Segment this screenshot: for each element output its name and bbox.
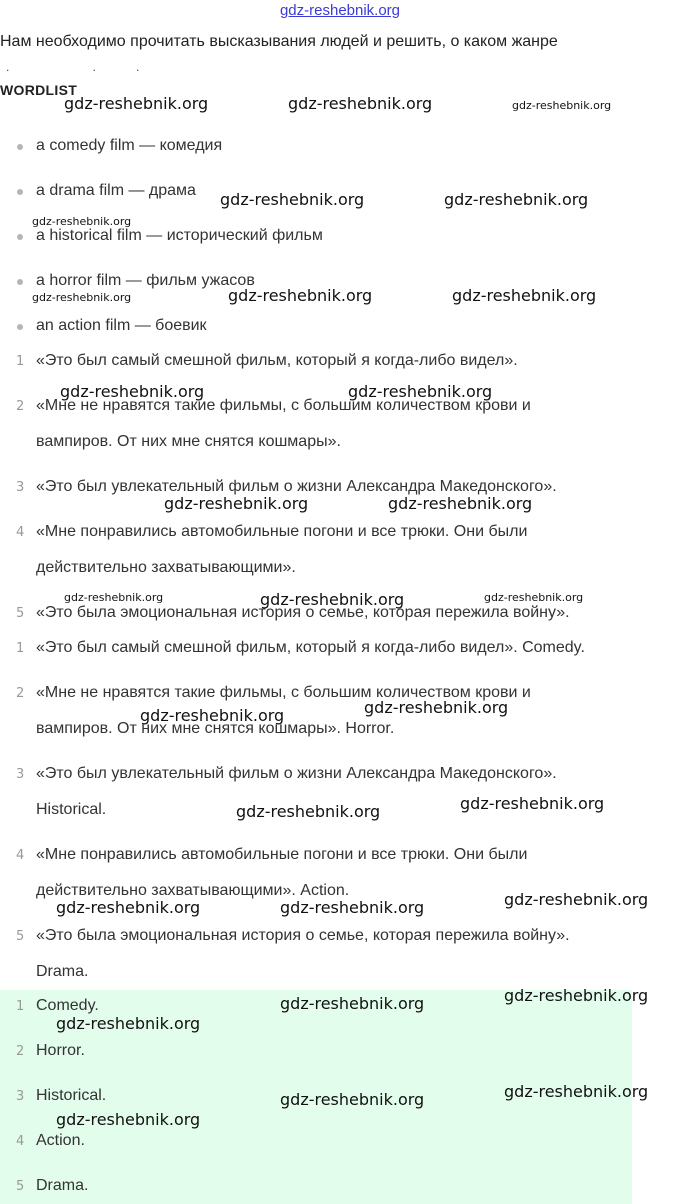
watermark: gdz-reshebnik.org (56, 1110, 201, 1129)
watermark: gdz-reshebnik.org (504, 1082, 649, 1101)
short-answer: Horror. (36, 1042, 85, 1059)
watermark: gdz-reshebnik.org (444, 190, 589, 209)
watermark: gdz-reshebnik.org (64, 591, 164, 604)
answer-number: 2 (16, 686, 25, 701)
short-answer: Action. (36, 1132, 85, 1149)
watermark: gdz-reshebnik.org (388, 494, 533, 513)
statement-line: действительно захватывающими». (36, 559, 296, 576)
watermark: gdz-reshebnik.org (228, 286, 373, 305)
bullet-icon (17, 279, 23, 285)
answer-number: 5 (16, 929, 25, 944)
short-answer: Historical. (36, 1087, 107, 1104)
answer-line: действительно захватывающими». Action. (36, 882, 350, 899)
statement-number: 3 (16, 480, 25, 495)
watermark: gdz-reshebnik.org (452, 286, 597, 305)
watermark: gdz-reshebnik.org (288, 94, 433, 113)
statement-line: «Это был увлекательный фильм о жизни Александра Македонского». (36, 478, 557, 495)
watermark: gdz-reshebnik.org (364, 698, 509, 717)
bullet-icon (17, 324, 23, 330)
answer-line: «Это была эмоциональная история о семье, которая пережила войну». (36, 927, 570, 944)
answer-number: 1 (16, 641, 25, 656)
statement-number: 5 (16, 606, 25, 621)
short-answer-number: 2 (16, 1044, 25, 1059)
wordlist-item: a historical film — исторический фильм (36, 227, 323, 244)
short-answer-number: 1 (16, 999, 25, 1014)
statement-number: 2 (16, 399, 25, 414)
wordlist-item: an action film — боевик (36, 317, 207, 334)
statement-line: вампиров. От них мне снятся кошмары». (36, 433, 341, 450)
answer-line: «Мне не нравятся такие фильмы, с большим количеством крови и (36, 684, 531, 701)
short-answer-number: 5 (16, 1179, 25, 1194)
answer-line: Drama. (36, 963, 89, 980)
answer-line: «Это был увлекательный фильм о жизни Александра Македонского». (36, 765, 557, 782)
watermark: gdz-reshebnik.org (236, 802, 381, 821)
watermark: gdz-reshebnik.org (280, 898, 425, 917)
intro-truncated-dots: . .. (6, 60, 180, 74)
answer-number: 3 (16, 767, 25, 782)
intro-text: Нам необходимо прочитать высказывания людей и решить, о каком жанре (0, 33, 558, 50)
statement-number: 4 (16, 525, 25, 540)
wordlist-item: a drama film — драма (36, 182, 196, 199)
watermark: gdz-reshebnik.org (164, 494, 309, 513)
watermark: gdz-reshebnik.org (220, 190, 365, 209)
watermark: gdz-reshebnik.org (504, 986, 649, 1005)
answer-line: Historical. (36, 801, 107, 818)
statement-line: «Мне понравились автомобильные погони и все трюки. Они были (36, 523, 528, 540)
watermark: gdz-reshebnik.org (32, 215, 132, 228)
statement-number: 1 (16, 354, 25, 369)
bullet-icon (17, 144, 23, 150)
watermark: gdz-reshebnik.org (280, 994, 425, 1013)
watermark: gdz-reshebnik.org (512, 99, 612, 112)
watermark: gdz-reshebnik.org (56, 898, 201, 917)
watermark: gdz-reshebnik.org (484, 591, 584, 604)
bullet-icon (17, 189, 23, 195)
watermark: gdz-reshebnik.org (64, 94, 209, 113)
short-answer-number: 4 (16, 1134, 25, 1149)
watermark: gdz-reshebnik.org (348, 382, 493, 401)
watermark: gdz-reshebnik.org (32, 291, 132, 304)
wordlist-item: a horror film — фильм ужасов (36, 272, 255, 289)
watermark: gdz-reshebnik.org (460, 794, 605, 813)
watermark: gdz-reshebnik.org (140, 706, 285, 725)
statement-line: «Мне не нравятся такие фильмы, с большим количеством крови и (36, 397, 531, 414)
wordlist-heading: WORDLIST (0, 82, 78, 98)
short-answer: Drama. (36, 1177, 89, 1194)
answer-number: 4 (16, 848, 25, 863)
watermark: gdz-reshebnik.org (280, 1090, 425, 1109)
watermark: gdz-reshebnik.org (56, 1014, 201, 1033)
answer-line: вампиров. От них мне снятся кошмары». Horror. (36, 720, 395, 737)
statement-line: «Это была эмоциональная история о семье, которая пережила войну». (36, 604, 570, 621)
watermark: gdz-reshebnik.org (60, 382, 205, 401)
short-answer-number: 3 (16, 1089, 25, 1104)
bullet-icon (17, 234, 23, 240)
short-answer: Comedy. (36, 997, 99, 1014)
watermark: gdz-reshebnik.org (260, 590, 405, 609)
answer-line: «Это был самый смешной фильм, который я когда-либо видел». Comedy. (36, 639, 585, 656)
wordlist-item: a comedy film — комедия (36, 137, 223, 154)
statement-line: «Это был самый смешной фильм, который я когда-либо видел». (36, 352, 518, 369)
watermark: gdz-reshebnik.org (504, 890, 649, 909)
answer-line: «Мне понравились автомобильные погони и все трюки. Они были (36, 846, 528, 863)
site-header-link[interactable]: gdz-reshebnik.org (279, 2, 401, 19)
